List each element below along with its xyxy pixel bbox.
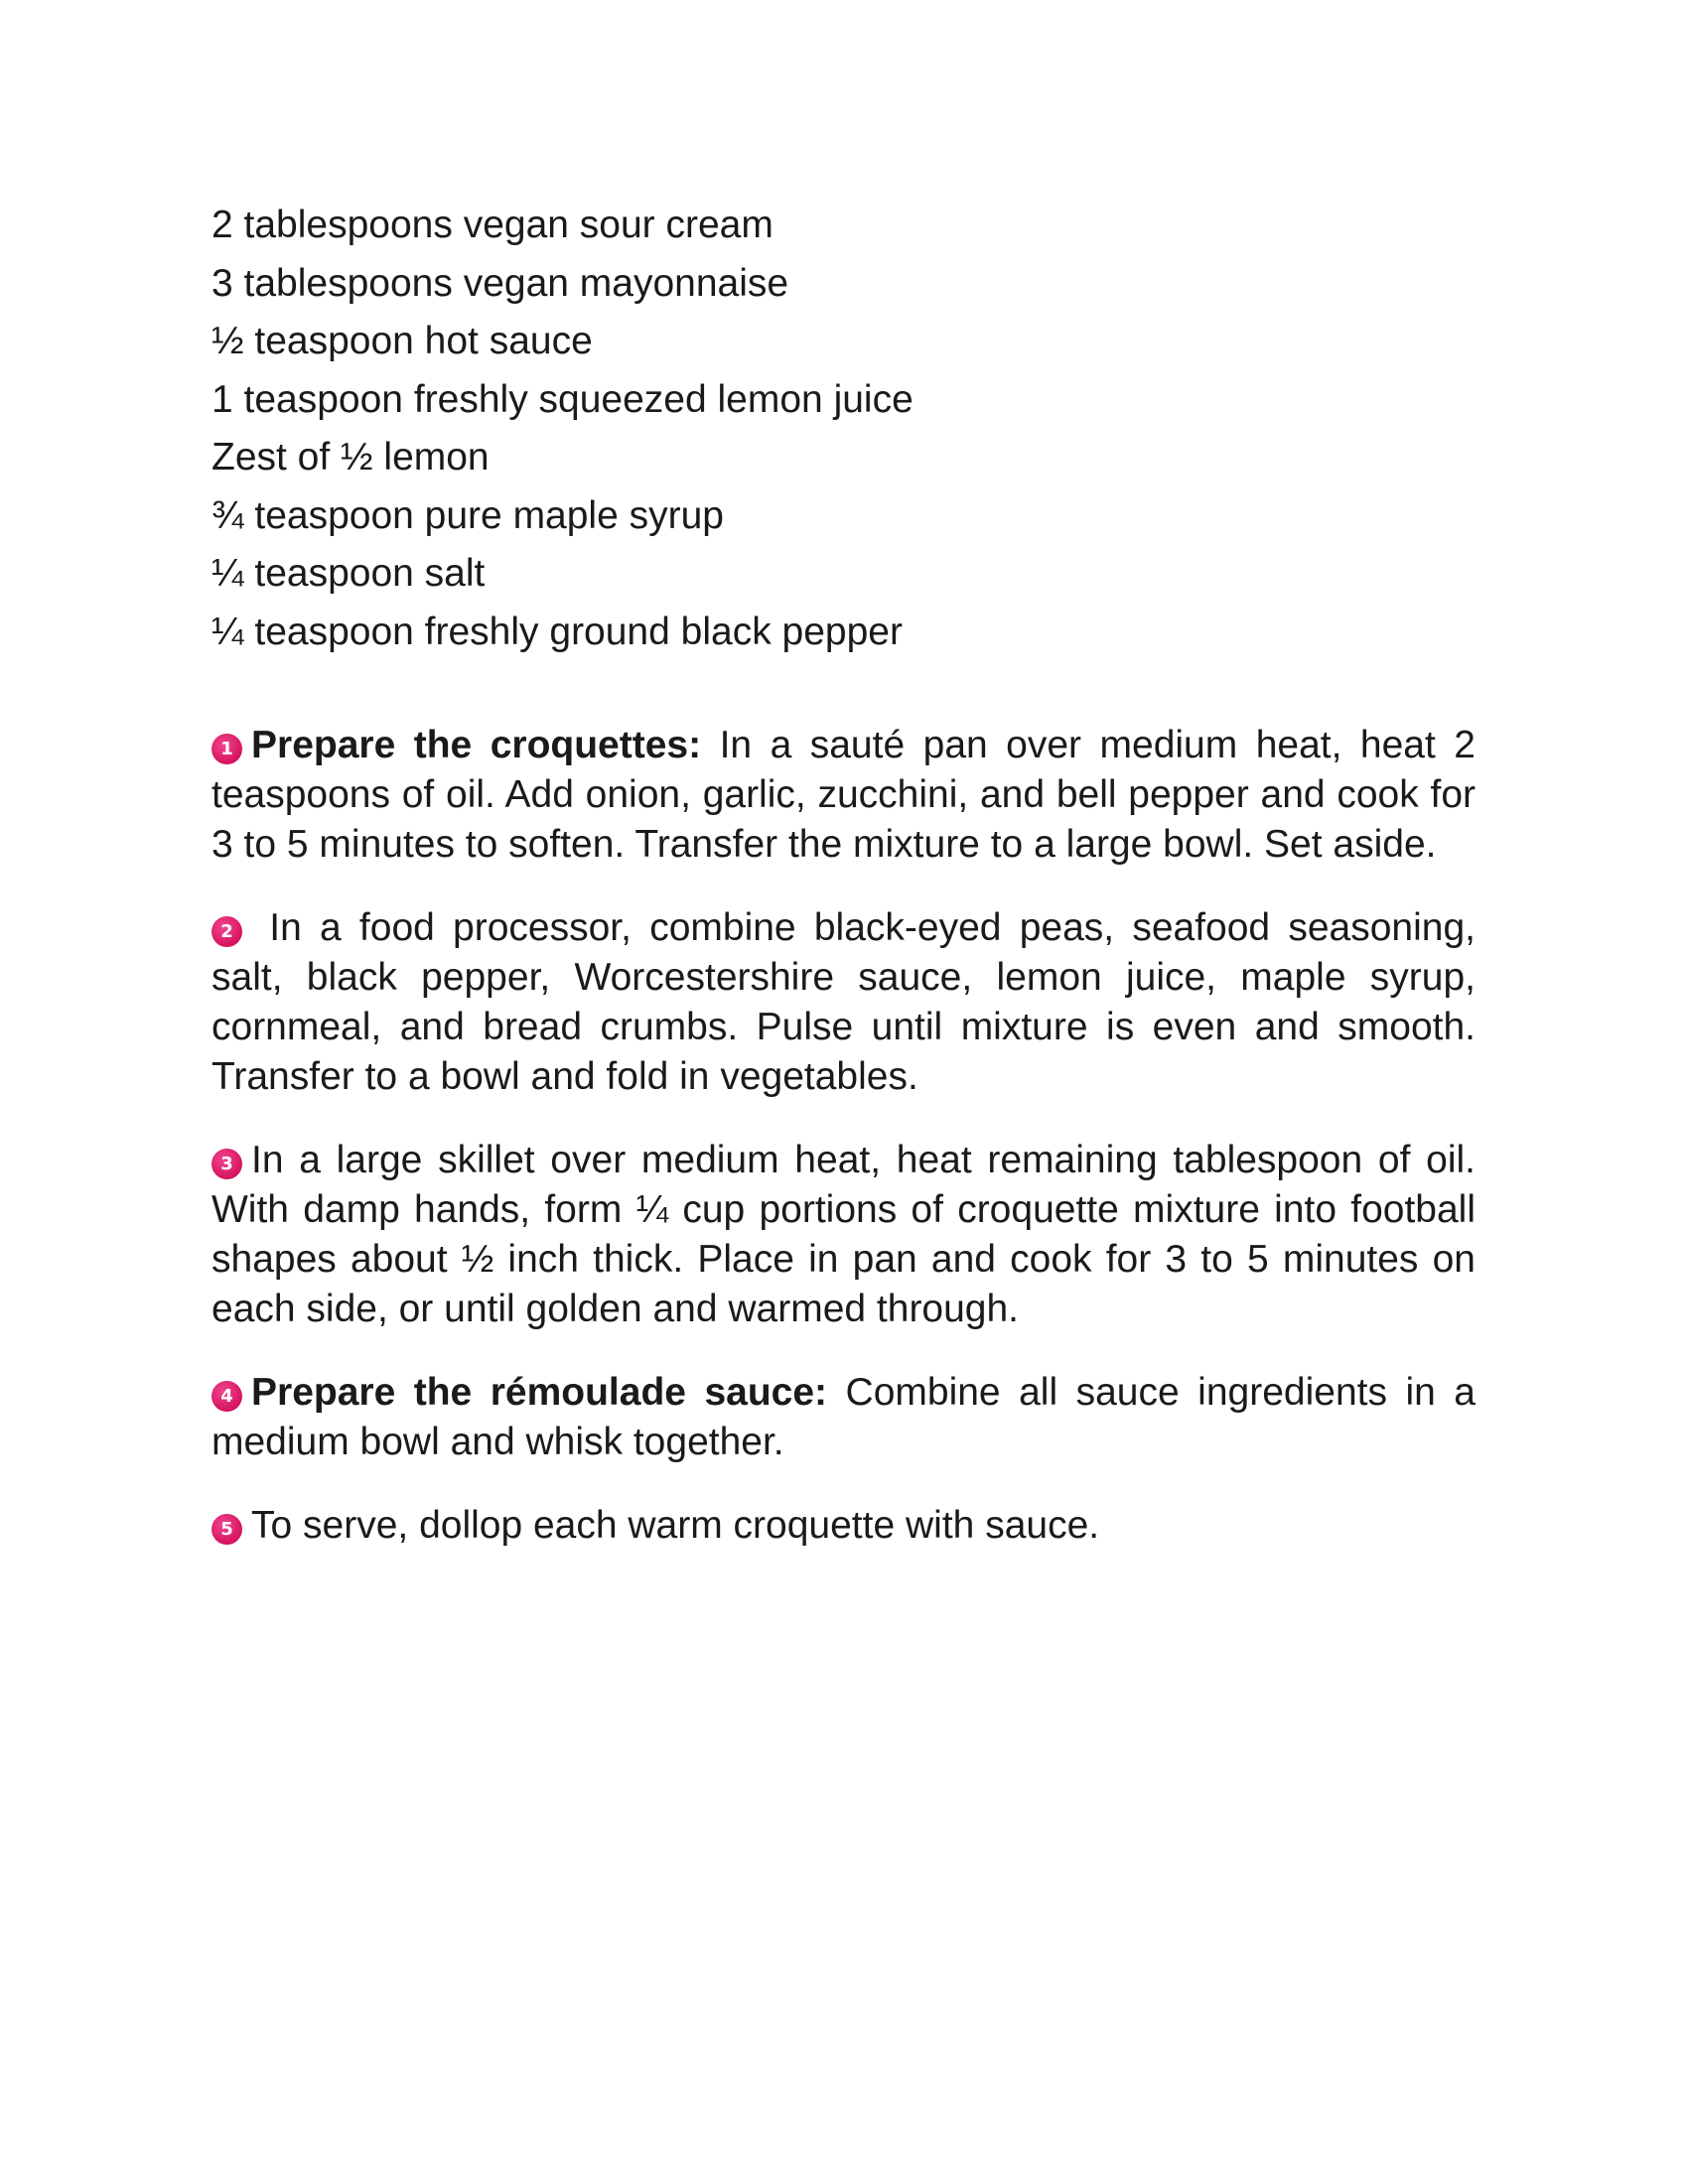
step-1: [211, 721, 1476, 870]
ingredient-item: ¼ teaspoon freshly ground black pepper: [211, 610, 903, 653]
step-text: In a food processor, combine black-eyed peas, seafood seasoning, salt, black pepper, Worcestershire sauce, lemon juice, maple syrup, cornmeal, and bread crumbs. Pulse until mixture is even and smooth. Transfer to a bowl and fold in vegetables.: [211, 906, 1476, 1098]
ingredient-item: Zest of ½ lemon: [211, 436, 490, 478]
numbered-circle-icon: 4: [211, 1381, 242, 1412]
step-3: [211, 1136, 1476, 1334]
step-5: [211, 1501, 1476, 1551]
ingredient-list: [211, 197, 1476, 661]
step-heading: Prepare the croquettes:: [251, 724, 702, 766]
step-text: To serve, dollop each warm croquette with sauce.: [251, 1504, 1100, 1547]
step-2: [211, 903, 1476, 1102]
numbered-circle-icon: 3: [211, 1149, 242, 1179]
step-text: Combine all sauce ingredients in a medium bowl and whisk together.: [211, 1371, 1476, 1463]
step-text: In a sauté pan over medium heat, heat 2 teaspoons of oil. Add onion, garlic, zucchini, and bell pepper and cook for 3 to 5 minutes to soften. Transfer the mixture to a large bowl. Set aside.: [211, 724, 1476, 866]
ingredient-item: 2 tablespoons vegan sour cream: [211, 204, 774, 246]
step-4: [211, 1368, 1476, 1467]
ingredient-item: 1 teaspoon freshly squeezed lemon juice: [211, 377, 914, 421]
recipe-page: [211, 197, 1476, 1584]
numbered-circle-icon: 2: [211, 916, 242, 947]
ingredient-item: ¼ teaspoon salt: [211, 552, 486, 595]
instruction-steps: [211, 721, 1476, 1551]
ingredient-item: 3 tablespoons vegan mayonnaise: [211, 261, 789, 305]
ingredient-item: ½ teaspoon hot sauce: [211, 320, 593, 362]
ingredient-item: ¾ teaspoon pure maple syrup: [211, 493, 724, 537]
step-heading: Prepare the rémoulade sauce:: [251, 1371, 828, 1414]
step-text: In a large skillet over medium heat, heat remaining tablespoon of oil. With damp hands, form ¼ cup portions of croquette mixture into football shapes about ½ inch thick. Place in pan and cook for 3 to 5 minutes on each side, or until golden and warmed through.: [211, 1139, 1476, 1330]
numbered-circle-icon: 5: [211, 1514, 242, 1545]
numbered-circle-icon: 1: [211, 734, 242, 764]
